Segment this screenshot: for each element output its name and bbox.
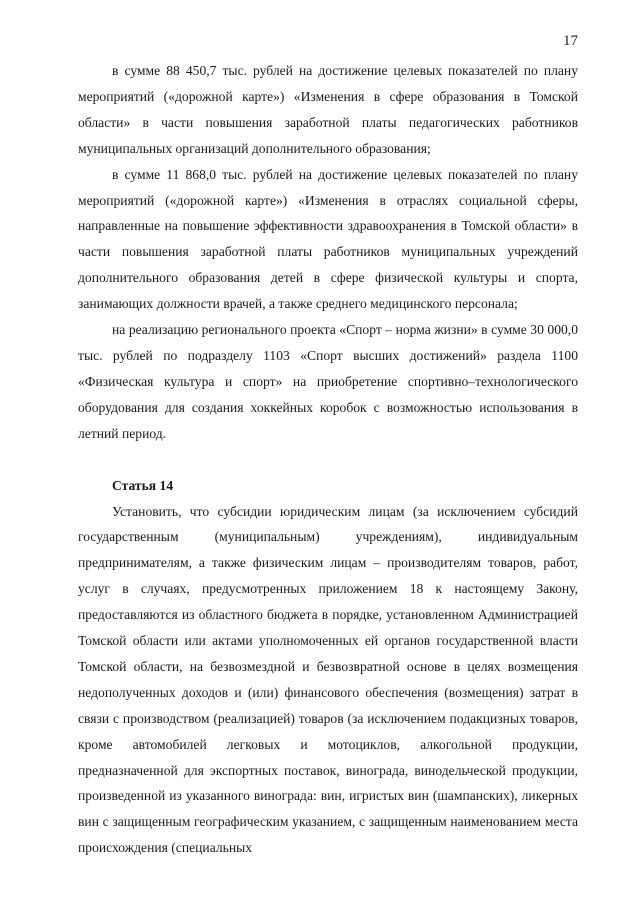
paragraph-education-salary: в сумме 88 450,7 тыс. рублей на достижение целевых показателей по плану мероприятий («дорожной карте») «Изменения в сфере образования в Томской области» в части повышения заработной платы педагогических работников муниципальных организаций дополнительного образования; <box>78 63 578 156</box>
document-body <box>78 58 578 861</box>
article-heading: Статья 14 <box>112 477 174 493</box>
section-spacer <box>78 447 578 473</box>
article-paragraph: Установить, что субсидии юридическим лицам (за исключением субсидий государственным (муниципальным) учреждениям), индивидуальным предпринимателям, а также физическим лицам – производителям товаров, работ, услуг в случаях, предусмотренных приложением 18 к настоящему Закону, предоставляются из областного бюджета в порядке, установленном Администрацией Томской области или актами уполномоченных ей органов государственной власти Томской области, на безвозмездной и безвозвратной основе в целях возмещения недополученных доходов и (или) финансового обеспечения (возмещения) затрат в связи с производством (реализацией) товаров (за исключением подакцизных товаров, кроме автомобилей легковых и мотоциклов, алкогольной продукции, предназначенной для экспортных поставок, винограда, винодельческой продукции, произведенной из указанного винограда: вин, игристых вин (шампанских), ликерных вин с защищенным географическим указанием, с защищенным наименованием места происхождения (специальных <box>78 503 578 856</box>
page-number: 17 <box>563 33 578 49</box>
paragraph-sport-project: на реализацию регионального проекта «Спорт – норма жизни» в сумме 30 000,0 тыс. рублей по подразделу 1103 «Спорт высших достижений» раздела 1100 «Физическая культура и спорт» на приобретение спортивно–технологического оборудования для создания хоккейных коробок с возможностью использования в летний период. <box>78 322 578 441</box>
paragraph-healthcare-salary: в сумме 11 868,0 тыс. рублей на достижение целевых показателей по плану мероприятий («дорожной карте») «Изменения в отраслях социальной сферы, направленные на повышение эффективности здравоохранения в Томской области» в части повышения заработной платы работников муниципальных учреждений дополнительного образования детей в сфере физической культуры и спорта, занимающих должности врачей, а также среднего медицинского персонала; <box>78 166 578 312</box>
